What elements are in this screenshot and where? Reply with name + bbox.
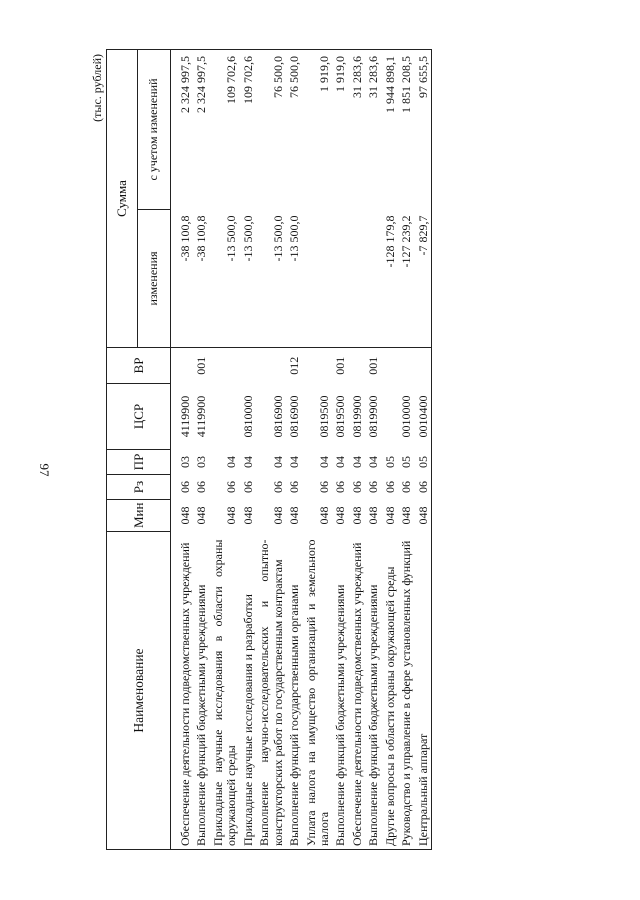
row-name: Обеспечение деятельности подведомственных учреждений: [178, 542, 192, 846]
row-name: Выполнение функций бюджетными учреждениями: [194, 584, 209, 846]
row-rz: 06: [382, 481, 397, 493]
row-csr: [382, 384, 398, 450]
row-vr: [210, 348, 240, 384]
row-vr: [240, 348, 256, 384]
row-change: -13 500,0: [240, 210, 256, 348]
row-rz: 06: [240, 481, 255, 493]
row-total: 109 702,6: [240, 56, 255, 104]
row-pr: 05: [415, 456, 430, 468]
row-rz: 06: [194, 481, 209, 493]
row-pr: 04: [270, 456, 285, 468]
row-vr: [171, 348, 194, 384]
table-row: [382, 50, 398, 850]
row-vr: 001: [194, 356, 209, 375]
row-change: [365, 210, 381, 348]
row-name: Прикладные научные исследования и разработки: [240, 594, 255, 846]
row-change: -7 829,7: [415, 210, 432, 348]
row-change: -128 179,8: [382, 210, 398, 348]
row-total: 31 283,6: [366, 56, 381, 98]
header-name: Наименование: [107, 532, 171, 850]
rotated-page-content: [88, 50, 552, 850]
page-number: 97: [37, 463, 52, 477]
row-pr: 05: [382, 456, 397, 468]
row-total: 1 851 208,5: [399, 56, 414, 113]
row-pr: 04: [224, 456, 239, 468]
row-min: 048: [224, 506, 239, 525]
row-total: 76 500,0: [270, 56, 285, 98]
row-csr: 4119900: [194, 395, 209, 438]
row-csr: 0010400: [415, 395, 430, 438]
table-body: [171, 50, 432, 850]
row-pr: 05: [399, 456, 414, 468]
row-rz: 06: [399, 481, 414, 493]
table-row: [256, 50, 286, 850]
row-csr: 0816900: [270, 395, 285, 438]
header-with-change: с учетом изменений: [138, 50, 171, 210]
row-rz: 06: [178, 481, 192, 493]
table-row: [286, 50, 302, 850]
row-change: -13 500,0: [210, 210, 240, 348]
row-change: [332, 210, 348, 348]
row-rz: 06: [333, 481, 348, 493]
row-name: Обеспечение деятельности подведомственных учреждений: [349, 542, 364, 846]
row-csr: 0816900: [287, 395, 302, 438]
row-rz: 06: [415, 481, 430, 493]
row-min: 048: [415, 506, 430, 525]
row-vr: [349, 348, 365, 384]
row-total: 1 919,0: [333, 56, 348, 92]
row-csr: 0810000: [240, 395, 255, 438]
row-rz: 06: [316, 481, 331, 493]
table-row: [240, 50, 256, 850]
row-name: Выполнение функций бюджетными учреждениями: [366, 584, 381, 846]
header-min: Мин: [107, 500, 171, 532]
row-csr: 0010000: [399, 395, 414, 438]
row-min: 048: [333, 506, 348, 525]
row-name: Руководство и управление в сфере установленных функций: [399, 540, 414, 846]
row-total: 1 919,0: [316, 56, 331, 92]
row-vr: [256, 348, 286, 384]
table-row: [303, 50, 333, 850]
header-csr: ЦСР: [107, 384, 171, 450]
row-name: Выполнение функций бюджетными учреждениями: [333, 584, 348, 846]
row-min: 048: [399, 506, 414, 525]
row-total: 76 500,0: [287, 56, 302, 98]
table-row: [332, 50, 348, 850]
row-min: 048: [194, 506, 209, 525]
table-row: [349, 50, 365, 850]
row-change: -38 100,8: [193, 210, 209, 348]
row-rz: 06: [270, 481, 285, 493]
row-vr: [303, 348, 333, 384]
row-total: 2 324 997,5: [178, 56, 192, 113]
header-change: изменения: [138, 210, 171, 348]
row-name: Центральный аппарат: [415, 733, 430, 846]
row-vr: 001: [333, 356, 348, 375]
row-min: 048: [382, 506, 397, 525]
row-change: [349, 210, 365, 348]
header-rz: Рз: [107, 475, 171, 500]
row-total: 31 283,6: [349, 56, 364, 98]
row-name: Другие вопросы в области охраны окружающей среды: [382, 566, 397, 846]
row-change: -127 239,2: [398, 210, 414, 348]
row-min: 048: [316, 506, 331, 525]
row-vr: 012: [287, 356, 302, 375]
row-vr: [382, 348, 398, 384]
row-change: -13 500,0: [256, 210, 286, 348]
row-pr: 04: [333, 456, 348, 468]
row-pr: 04: [366, 456, 381, 468]
header-sum: Сумма: [107, 50, 138, 348]
row-vr: 001: [366, 356, 381, 375]
row-csr: 4119900: [178, 395, 192, 438]
row-total: 109 702,6: [224, 56, 239, 104]
row-min: 048: [240, 506, 255, 525]
row-rz: 06: [224, 481, 239, 493]
row-change: [303, 210, 333, 348]
table-row: [210, 50, 240, 850]
row-name: Выполнение функций государственными органами: [287, 584, 302, 846]
table-row: [171, 50, 194, 850]
row-vr: [415, 348, 432, 384]
row-min: 048: [270, 506, 285, 525]
units-label: (тыс. рублей): [90, 54, 104, 122]
row-total: 97 655,5: [415, 56, 430, 98]
row-vr: [398, 348, 414, 384]
row-rz: 06: [366, 481, 381, 493]
row-csr: 0819900: [349, 395, 364, 438]
table-row: [193, 50, 209, 850]
row-change: -38 100,8: [171, 210, 194, 348]
row-total: 2 324 997,5: [194, 56, 209, 113]
budget-table: [106, 49, 432, 850]
row-pr: 04: [349, 456, 364, 468]
table-header: [107, 50, 171, 850]
row-csr: 0819500: [316, 395, 331, 438]
row-rz: 06: [287, 481, 302, 493]
table-row: [415, 50, 432, 850]
row-pr: 04: [316, 456, 331, 468]
row-name: Прикладные научные исследования в области охраны окружающей среды: [210, 539, 239, 846]
row-csr: [210, 384, 240, 450]
row-min: 048: [178, 506, 192, 525]
row-pr: 04: [240, 456, 255, 468]
header-vr: ВР: [107, 348, 171, 384]
row-min: 048: [287, 506, 302, 525]
header-pr: ПР: [107, 450, 171, 475]
row-pr: 03: [178, 456, 192, 468]
row-name: Выполнение научно-исследовательских и опытно-конструкторских работ по государственным контрактам: [257, 539, 285, 846]
row-change: -13 500,0: [286, 210, 302, 348]
row-total: 1 944 898,1: [382, 56, 397, 113]
row-rz: 06: [349, 481, 364, 493]
table-row: [398, 50, 414, 850]
row-min: 048: [349, 506, 364, 525]
table-row: [365, 50, 381, 850]
row-csr: 0819900: [366, 395, 381, 438]
row-pr: 04: [287, 456, 302, 468]
row-csr: 0819500: [333, 395, 348, 438]
row-pr: 03: [194, 456, 209, 468]
row-min: 048: [366, 506, 381, 525]
row-name: Уплата налога на имущество организаций и земельного налога: [303, 539, 331, 846]
